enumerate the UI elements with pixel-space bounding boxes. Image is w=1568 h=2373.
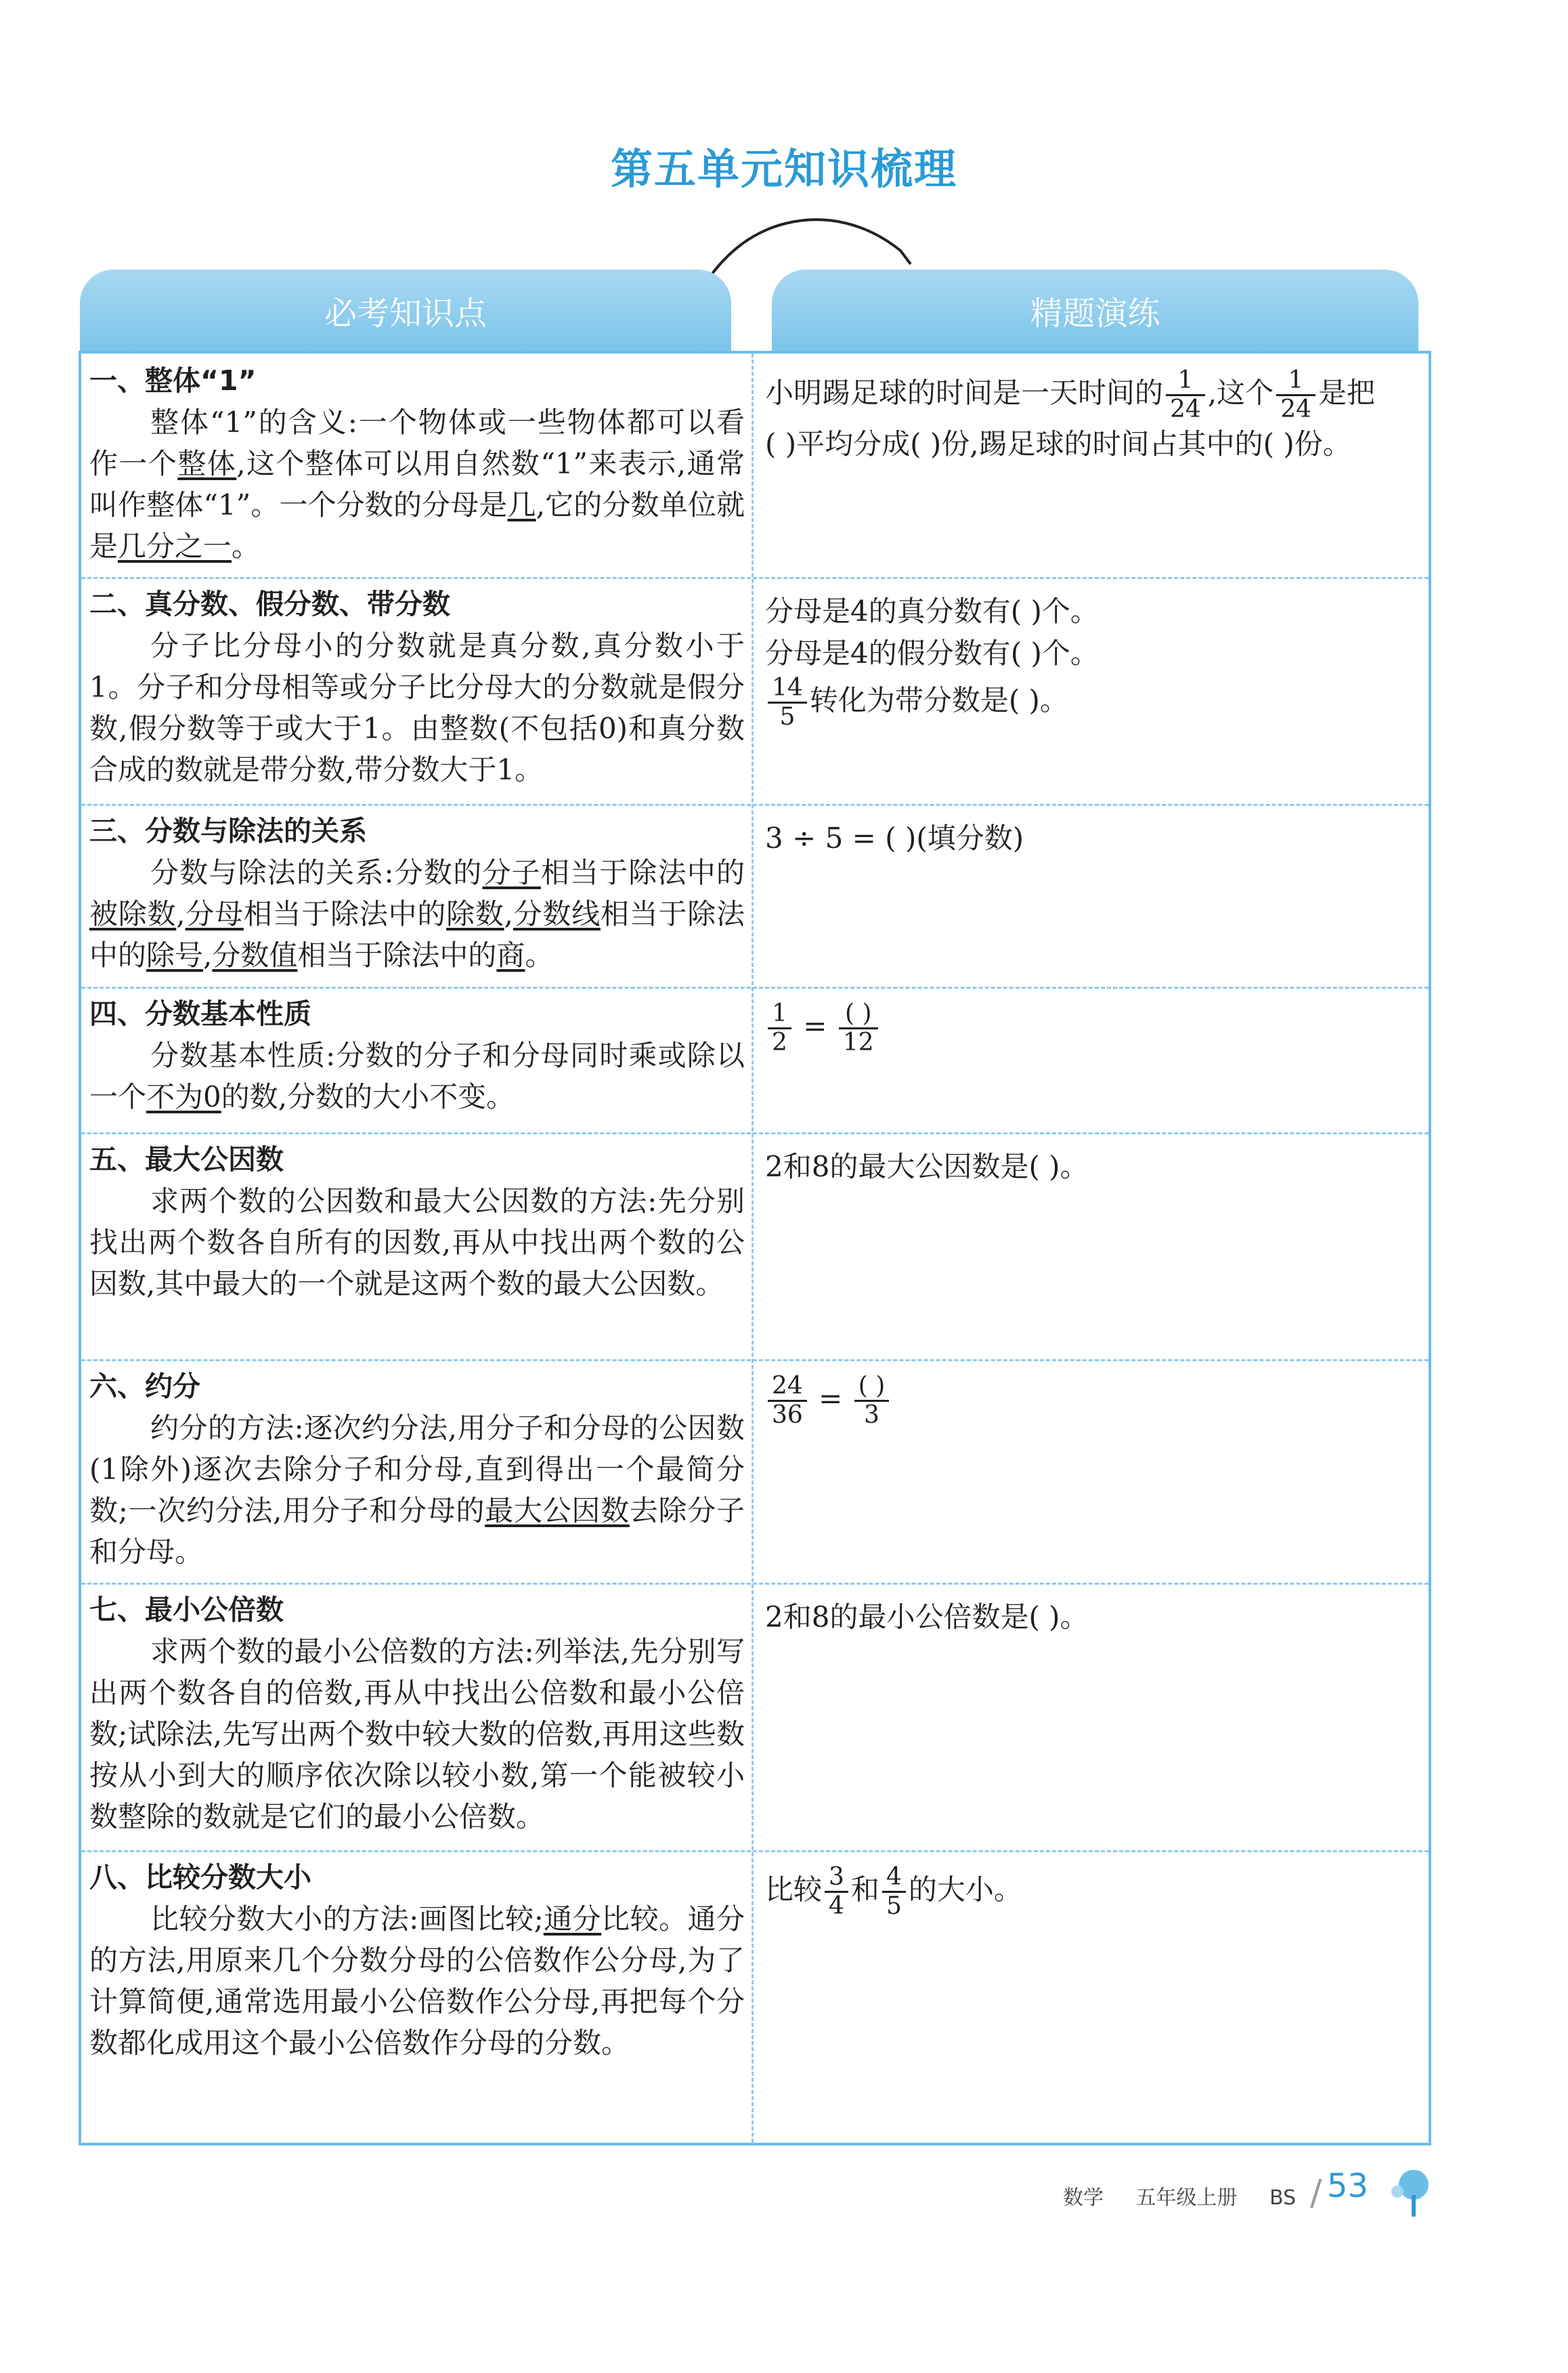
fraction: $\frac{1}{24}$ [1166,367,1205,423]
section-body: 整体“1”的含义:一个物体或一些物体都可以看作一个整体,这个整体可以用自然数“1”来表示,通常叫作整体“1”。一个分数的分母是几,它的分数单位就是几分之一。 [89,406,745,563]
exercise-cell [765,1000,1425,1056]
exercise-text: 分母是4的真分数有( )个。 [765,595,1099,628]
section-heading: 四、分数基本性质 [89,998,311,1030]
fraction: $\frac{3}{4}$ [825,1864,848,1920]
section-row-2 [81,577,1429,806]
fraction: $\frac{1}{2}$ [768,1000,791,1056]
tree-icon [1387,2164,1434,2219]
knowledge-cell [89,584,745,790]
section-row-7 [81,1583,1429,1852]
knowledge-table [79,351,1431,2145]
fraction: $\frac{1}{24}$ [1276,367,1315,423]
footer-subject: 数学 [1063,2186,1104,2210]
exercise-text: 2和8的最小公倍数是( )。 [765,1600,1089,1633]
fraction: $\frac{( )}{3}$ [854,1373,890,1429]
exercise-cell [765,1373,1425,1429]
exercise-cell [765,1864,1425,1920]
section-row-8 [81,1850,1429,2143]
exercise-text: $\frac{24}{36}$ = $\frac{( )}{3}$ [765,1373,1425,1429]
section-body: 约分的方法:逐次约分法,用分子和分母的公因数(1除外)逐次去除分子和分母,直到得出一个最简分数;一次约分法,用分子和分母的最大公因数去除分子和分母。 [89,1411,745,1568]
exercise-text: 2和8的最大公因数是( )。 [765,1150,1089,1183]
fraction: $\frac{24}{36}$ [768,1373,807,1429]
section-row-4 [81,987,1429,1134]
knowledge-cell [89,1857,745,2064]
exercise-cell [765,1146,1425,1188]
section-row-1 [81,354,1429,579]
page-title: 第五单元知识梳理 [610,144,957,194]
exercise-text: 3 ÷ 5 = ( )(填分数) [765,821,1024,855]
fraction: $\frac{4}{5}$ [882,1864,906,1920]
section-heading: 一、整体“1” [89,364,257,397]
exercise-text: 分母是4的假分数有( )个。 [765,637,1099,670]
section-row-3 [81,804,1429,989]
footer-edition: BS [1269,2186,1297,2210]
section-body: 求两个数的最小公倍数的方法:列举法,先分别写出两个数各自的倍数,再从中找出公倍数和最小公倍数;试除法,先写出两个数中较大数的倍数,再用这些数按从小到大的顺序依次除以较小数,第一个能被较小数整除的数就是它们的最小公倍数。 [89,1635,745,1833]
exercise-text: ( )平均分成( )份,踢足球的时间占其中的( )份。 [765,427,1351,461]
exercise-text: $\frac{1}{2}$ = $\frac{( )}{12}$ [765,1000,1425,1056]
section-heading: 二、真分数、假分数、带分数 [89,588,450,620]
footer-grade: 五年级上册 [1135,2186,1238,2210]
exercise-cell [765,367,1425,465]
section-row-6 [81,1359,1429,1585]
page-number: 53 [1327,2167,1369,2205]
tab-key-points: 必考知识点 [80,270,731,351]
section-heading: 六、约分 [89,1370,200,1403]
knowledge-cell [89,1366,745,1573]
section-heading: 三、分数与除法的关系 [89,815,367,847]
section-body: 求两个数的公因数和最大公因数的方法:先分别找出两个数各自所有的因数,再从中找出两个数的公因数,其中最大的一个就是这两个数的最大公因数。 [89,1184,745,1300]
section-row-5 [81,1132,1429,1361]
knowledge-cell [89,1589,745,1837]
exercise-text: 小明踢足球的时间是一天时间的 $\frac{1}{24}$ ,这个 $\frac{1}{24}$ 是把 [765,366,1376,423]
knowledge-cell [89,1139,745,1304]
section-heading: 五、最大公因数 [89,1143,284,1176]
section-body: 分数基本性质:分数的分子和分母同时乘或除以一个不为0的数,分数的大小不变。 [89,1039,745,1113]
section-heading: 八、比较分数大小 [89,1861,311,1894]
section-body: 比较分数大小的方法:画图比较;通分比较。通分的方法,用原来几个分数分母的公倍数作公分母,为了计算简便,通常选用最小公倍数作公分母,再把每个分数都化成用这个最小公倍数作分母的分数。 [89,1902,745,2059]
section-heading: 七、最小公倍数 [89,1594,284,1626]
knowledge-cell [89,811,745,976]
fraction: $\frac{( )}{12}$ [839,1000,878,1056]
page-footer [1063,2181,1322,2210]
exercise-cell [765,817,1425,859]
section-body: 分子比分母小的分数就是真分数,真分数小于1。分子和分母相等或分子比分母大的分数就是假分数,假分数等于或大于1。由整数(不包括0)和真分数合成的数就是带分数,带分数大于1。 [89,629,745,786]
footer-slash: / [1310,2173,1322,2213]
fraction: $\frac{14}{5}$ [768,675,807,731]
section-body: 分数与除法的关系:分数的分子相当于除法中的被除数,分母相当于除法中的除数,分数线相当于除法中的除号,分数值相当于除法中的商。 [89,856,745,972]
exercise-cell [765,1596,1425,1638]
exercise-text: 比较 $\frac{3}{4}$ 和 $\frac{4}{5}$ 的大小。 [765,1863,1022,1920]
knowledge-cell [89,993,745,1117]
knowledge-cell [89,360,745,567]
exercise-cell [765,591,1425,731]
exercise-text: $\frac{14}{5}$ 转化为带分数是( )。 [765,675,1425,731]
tab-practice: 精题演练 [772,270,1418,351]
